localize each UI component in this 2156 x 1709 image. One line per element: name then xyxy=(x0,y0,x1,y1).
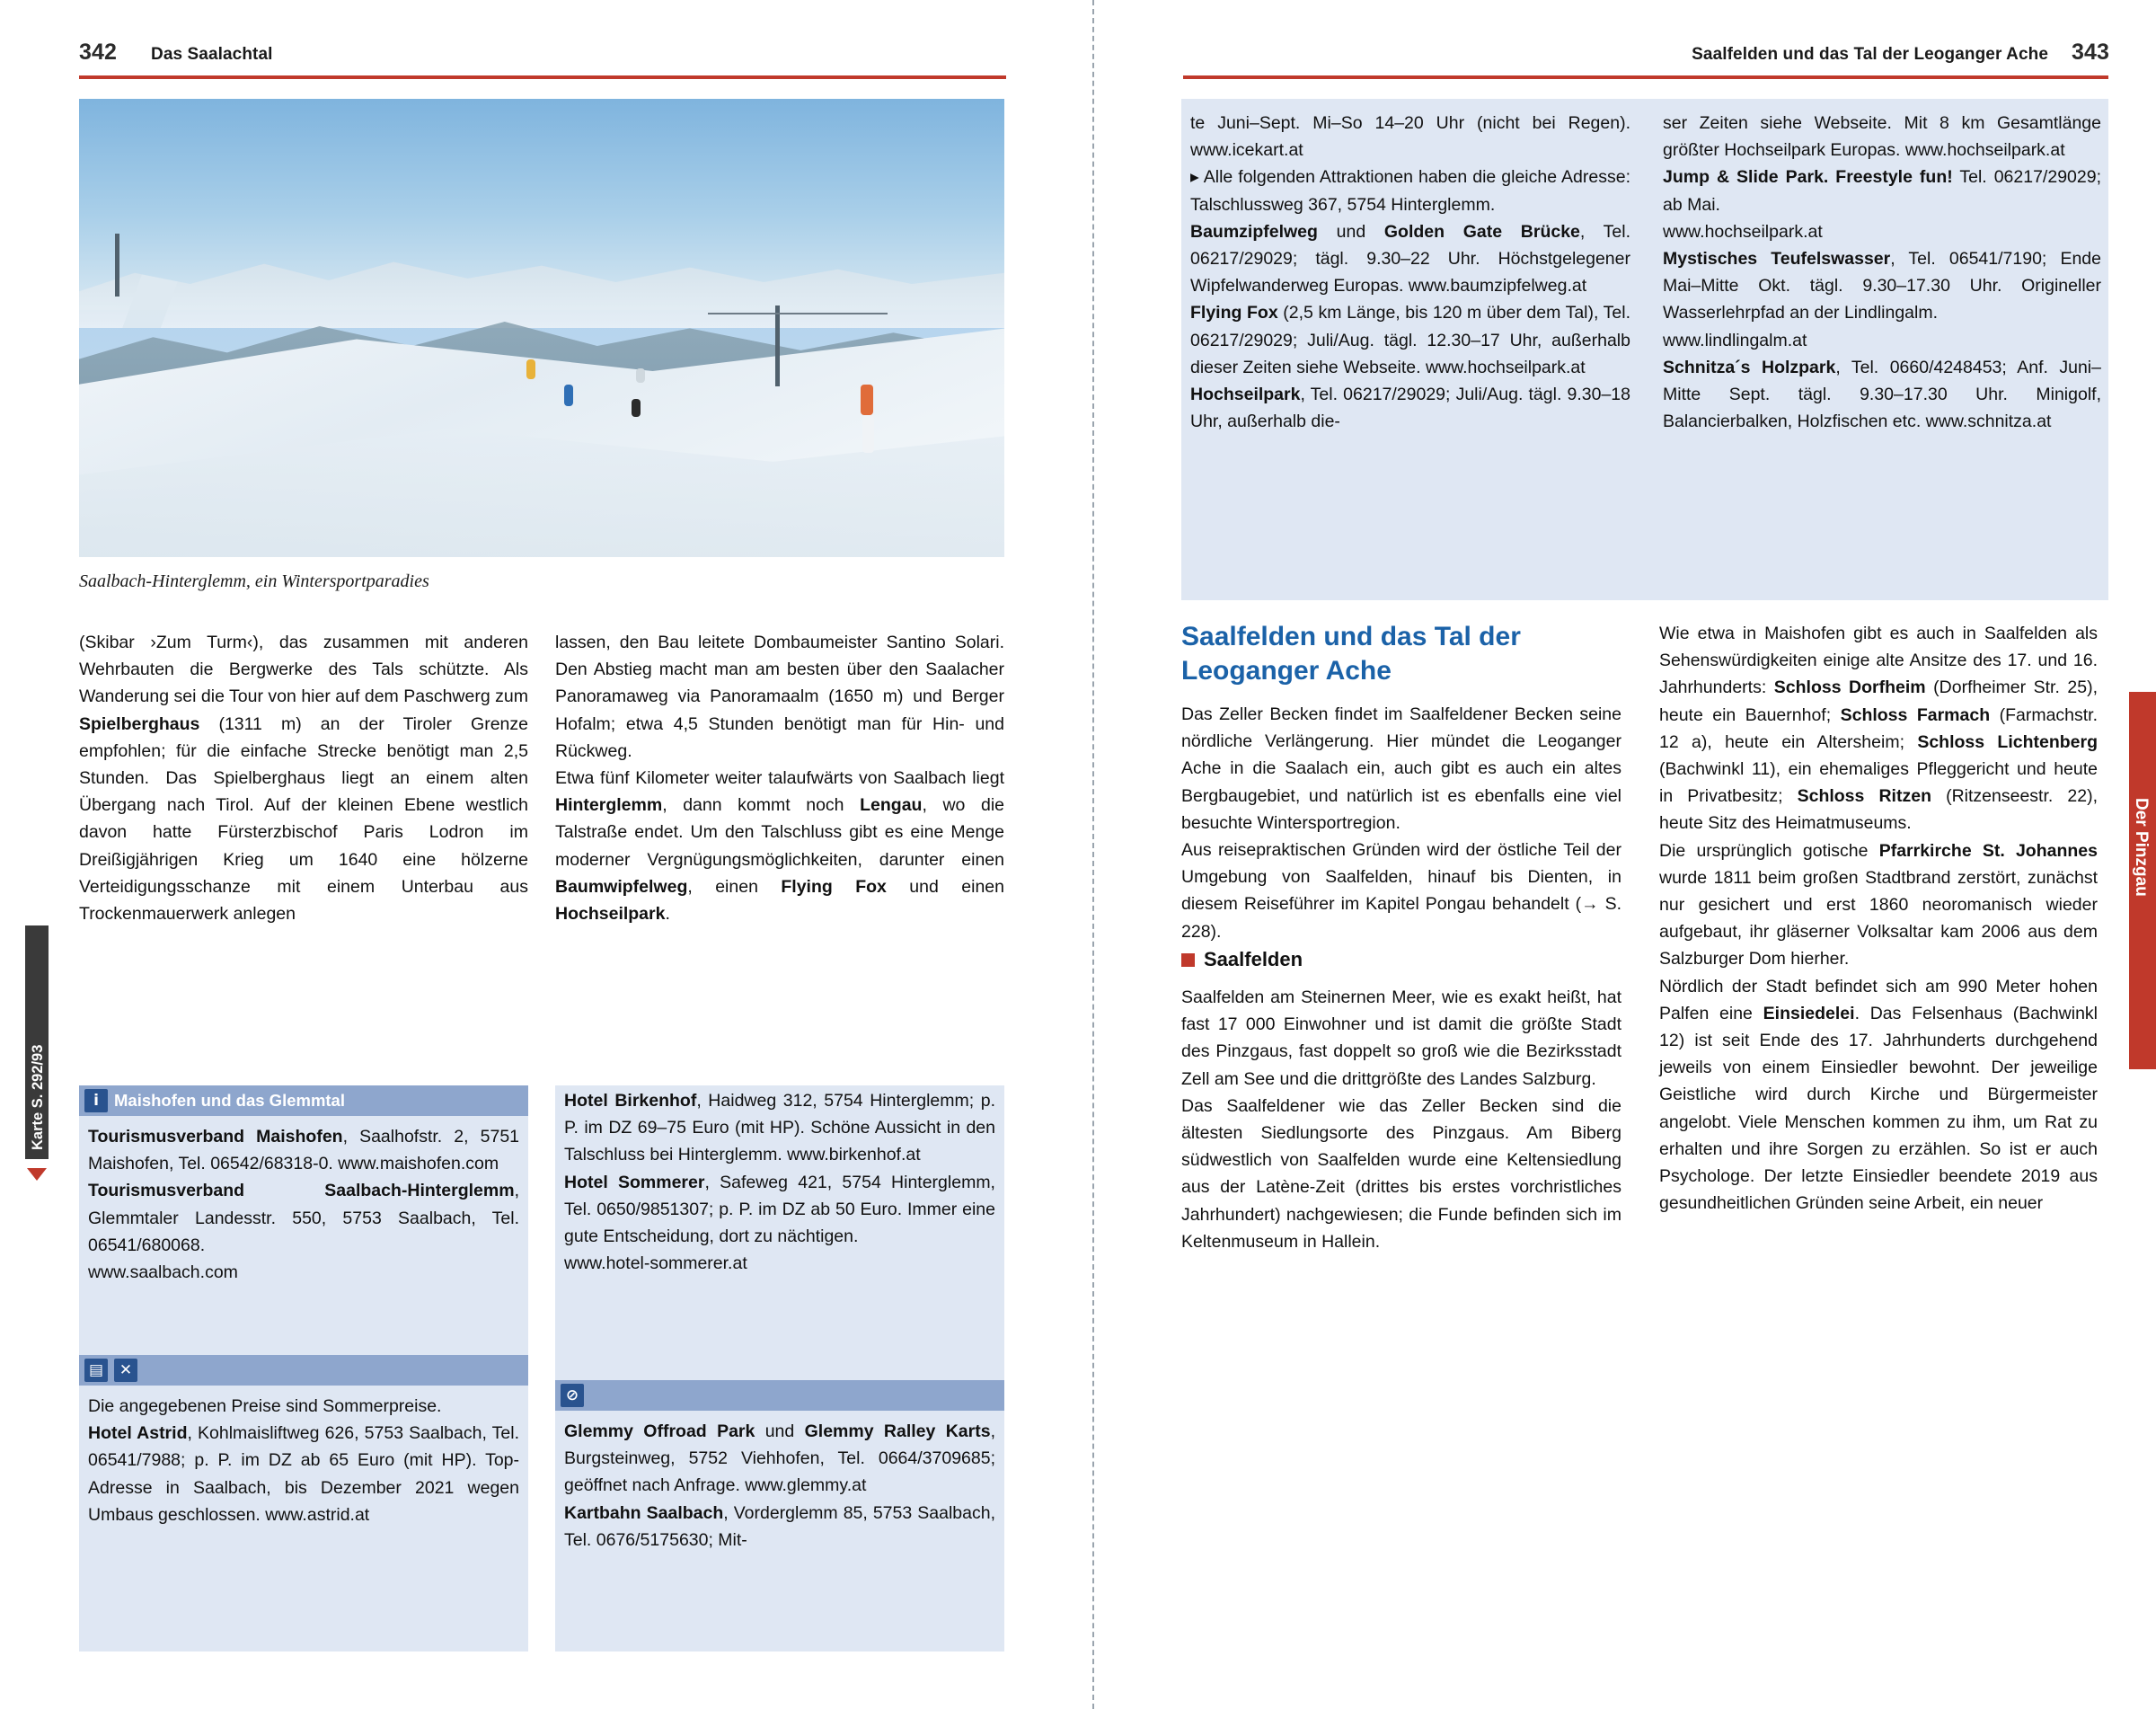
info-box-body: Glemmy Offroad Park und Glemmy Ralley Karts, Burgsteinweg, 5752 Viehhofen, Tel. 0664/3709685; geöffnet nach Anfrage. www.glemmy.at Kartbahn Saalbach, Vorderglemm 85, 5753 Saalbach, Tel. 0676/5175630; Mit- xyxy=(564,1421,995,1550)
section-heading-saalfelden: Saalfelden und das Tal der Leoganger Ache xyxy=(1181,622,1521,686)
cutlery-icon: ✕ xyxy=(114,1359,137,1382)
skier-figure xyxy=(526,359,535,379)
left-running-head: Das Saalachtal xyxy=(151,45,273,64)
lift-cable xyxy=(708,313,888,314)
skier-figure xyxy=(564,385,573,406)
info-icon: i xyxy=(84,1089,108,1112)
right-tint-column-1: te Juni–Sept. Mi–So 14–20 Uhr (nicht bei Regen). www.icekart.at ▸ Alle folgenden Attraktionen haben die gleiche Adresse: Talschlussweg 367, 5754 Hinterglemm. Baumzipfelweg und Golden Gate Brücke, Tel. 06217/29029; tägl. 9.30–22 Uhr. Höchstgelegener Wipfelwanderweg Europas. www.baumzipfelweg.at Flying Fox (2,5 km Länge, bis 120 m über dem Tal), Tel. 06217/29029; Juli/Aug. tägl. 12.30–17 Uhr, außerhalb dieser Zeiten siehe Webseite. www.hochseilpark.at Hochseilpark, Tel. 06217/29029; Juli/Aug. tägl. 9.30–18 Uhr, außerhalb die- xyxy=(1190,113,1631,432)
info-box-maishofen xyxy=(79,1085,528,1355)
photo-saalbach-hinterglemm xyxy=(79,99,1004,557)
info-box-body: Die angegebenen Preise sind Sommerpreise. Hotel Astrid, Kohlmaisliftweg 626, 5753 Saalbach, Tel. 06541/7988; p. P. im DZ ab 65 Euro (mit HP). Top-Adresse in Saalbach, bis Dezember 2021 wegen Umbaus geschlossen. www.astrid.at xyxy=(88,1396,519,1525)
right-head-rule xyxy=(1183,75,2108,79)
skier-figure xyxy=(861,385,873,415)
right-tint-column-2: ser Zeiten siehe Webseite. Mit 8 km Gesamtlänge größter Hochseilpark Europas. www.hochseilpark.at Jump & Slide Park. Freestyle fun! Tel. 06217/29029; ab Mai. www.hochseilpark.at Mystisches Teufelswasser, Tel. 06541/7190; Ende Mai–Mitte Okt. tägl. 9.30–17.30 Uhr. Origineller Wasserlehrpfad an der Lindlingalm. www.lindlingalm.at Schnitza´s Holzpark, Tel. 0660/4248453; Anf. Juni–Mitte Sept. tägl. 9.30–17.30 Uhr. Minigolf, Balancierbalken, Holzfischen etc. www.schnitza.at xyxy=(1663,113,2102,432)
left-column-1: (Skibar ›Zum Turm‹), das zusammen mit anderen Wehrbauten die Bergwerke des Tals schützte. Als Wanderung sei die Tour von hier auf dem Paschwerg zum Spielberghaus (1311 m) an der Tiroler Grenze empfohlen; für die einfache Strecke benötigt man 2,5 Stunden. Das Spielberghaus liegt an einem alten Übergang nach Tirol. Auf der kleinen Ebene westlich davon hatte Fürsterzbischof Paris Lodron im Dreißigjährigen Krieg um 1640 eine hölzerne Verteidigungsschanze mit einem Unterbau aus Trockenmauerwerk anlegen xyxy=(79,633,528,925)
info-box-header xyxy=(79,1355,528,1386)
skier-figure xyxy=(632,399,641,417)
activity-icon: ⊘ xyxy=(561,1384,584,1407)
subsection-label: Saalfelden xyxy=(1204,948,1303,970)
left-column-2: lassen, den Bau leitete Dombaumeister Santino Solari. Den Abstieg macht man am besten über den Saalacher Panoramaweg via Panoramaalm (1650 m) und Berger Hofalm; etwa 4,5 Stunden benötigt man für Hin- und Rückweg. Etwa fünf Kilometer weiter talaufwärts von Saalbach liegt Hinterglemm, dann kommt noch Lengau, wo die Talstraße endet. Um den Talschluss gibt es eine Menge moderner Vergnügungsmöglichkeiten, darunter einen Baumwipfelweg, einen Flying Fox und einen Hochseilpark. xyxy=(555,633,1004,925)
side-tab-chapter-label: Der Pinzgau xyxy=(2132,798,2151,897)
info-box-header xyxy=(555,1380,1004,1411)
left-page-folio: 342 xyxy=(79,40,118,65)
skier-figure xyxy=(636,368,645,383)
bullet-square-icon xyxy=(1181,953,1195,967)
lift-pole-icon xyxy=(115,234,119,297)
side-tab-map-reference xyxy=(25,925,49,1159)
photo-canvas xyxy=(79,99,1004,557)
bed-icon: ▤ xyxy=(84,1359,108,1382)
right-page xyxy=(1091,0,2156,1709)
lift-pole-icon xyxy=(775,305,780,386)
right-page-folio: 343 xyxy=(2071,40,2109,65)
info-box-body: Tourismusverband Maishofen, Saalhofstr. 2, 5751 Maishofen, Tel. 06542/68318-0. www.maishofen.com Tourismusverband Saalbach-Hinterglemm, Glemmtaler Landesstr. 550, 5753 Saalbach, Tel. 06541/680068. www.saalbach.com xyxy=(88,1127,520,1283)
right-column-1-intro: Das Zeller Becken findet im Saalfeldener Becken seine nördliche Verlängerung. Hier mündet die Leoganger Ache in die Saalach ein, auch gibt es auch ein altes Bergbaugebiet, und natürlich ist es ebenfalls eine viel besuchte Wintersportregion. Aus reisepraktischen Gründen wird der östliche Teil der Umgebung von Saalfelden, hinauf bis Dienten, in diesem Reiseführer im Kapitel Pongau behandelt (→ S. 228). xyxy=(1181,704,1621,942)
right-column-1-body: Saalfelden am Steinernen Meer, wie es exakt heißt, hat fast 17 000 Einwohner und ist damit die größte Stadt des Pinzgaus, fast doppelt so groß wie die Bezirksstadt Zell am See und die drittgrößte des Landes Salzburg. Das Saalfeldener wie das Zeller Becken sind die ältesten Siedlungsorte des Pinzgaus. Am Biberg südwestlich von Saalfelden wurde eine Keltensiedlung aus der Latène-Zeit (drittes bis erstes vorchristliches Jahrhundert) nachgewiesen; die Funde befinden sich im Keltenmuseum in Hallein. xyxy=(1181,987,1621,1252)
info-box-title: Maishofen und das Glemmtal xyxy=(114,1091,345,1110)
info-box-activities xyxy=(555,1380,1004,1651)
side-tab-chapter xyxy=(2129,692,2156,1069)
right-running-head: Saalfelden und das Tal der Leoganger Ache xyxy=(1692,45,2048,64)
side-tab-arrow-icon xyxy=(27,1168,47,1181)
side-tab-map-label: Karte S. 292/93 xyxy=(30,1044,46,1150)
right-column-2-body: Wie etwa in Maishofen gibt es auch in Saalfelden als Sehenswürdigkeiten einige alte Ansitze des 17. und 16. Jahrhunderts: Schloss Dorfheim (Dorfheimer Str. 25), heute ein Bauernhof; Schloss Farmach (Farmachstr. 12 a), heute ein Altersheim; Schloss Lichtenberg (Bachwinkl 11), ein ehemaliges Pfleggericht und heute in Privatbesitz; Schloss Ritzen (Ritzenseestr. 22), heute Sitz des Heimatmuseums. Die ursprünglich gotische Pfarrkirche St. Johannes wurde 1811 beim großen Stadtbrand zerstört, zunächst nur gesichert und erst 1860 neoromanisch wieder aufgebaut, ihr gläserner Volksaltar kam 2006 aus dem Salzburger Dom hierher. Nördlich der Stadt befindet sich am 990 Meter hohen Palfen eine Einsiedelei. Das Felsenhaus (Bachwinkl 12) ist seit Ende des 17. Jahrhunderts durchgehend jeweils von einem Einsiedler bewohnt. Der jeweilige Geistliche wird durch Kirche und Bürgermeister angelobt. Viele Menschen kommen zu ihm, um Rat zu erhalten und ihre Sorgen zu erzählen. So ist er auch Psychologe. Der letzte Einsiedler beendete 2019 aus gesundheitlichen Gründen seine Arbeit, ein neuer xyxy=(1659,624,2099,1214)
info-box-accommodation xyxy=(79,1355,528,1651)
info-box-body: Hotel Birkenhof, Haidweg 312, 5754 Hinterglemm; p. P. im DZ 69–75 Euro (mit HP). Schöne Aussicht in den Talschluss bei Hinterglemm. www.birkenhof.at Hotel Sommerer, Safeweg 421, 5754 Hinterglemm, Tel. 0650/9851307; p. P. im DZ ab 50 Euro. Immer eine gute Entscheidung, dort zu nächtigen. www.hotel-sommerer.at xyxy=(564,1091,995,1274)
skier-figure xyxy=(862,415,874,453)
info-box-header xyxy=(79,1085,528,1116)
info-box-hotels-continued xyxy=(555,1085,1004,1380)
subsection-heading-saalfelden xyxy=(1181,948,1303,971)
photo-caption: Saalbach-Hinterglemm, ein Wintersportparadies xyxy=(79,571,429,591)
left-head-rule xyxy=(79,75,1006,79)
